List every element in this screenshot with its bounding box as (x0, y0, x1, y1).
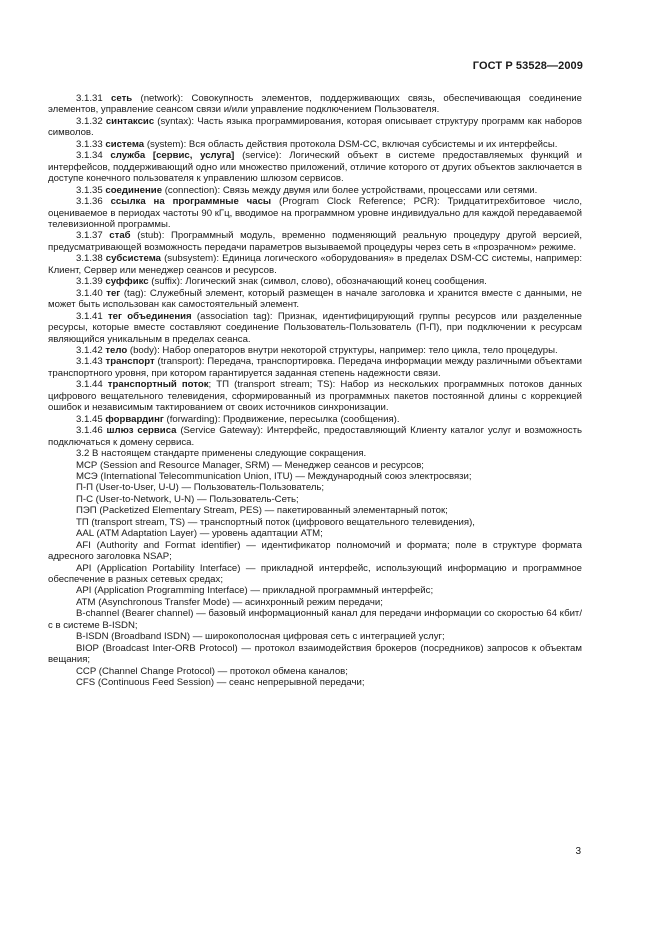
paragraph (48, 150, 582, 184)
definition-text: (body): Набор операторов внутри некоторой структуры, например: тело цикла, тело процедуры. (127, 344, 558, 356)
definition-text: B-channel (Bearer channel) — базовый информационный канал для передачи информации со скоростью 64 кбит/с в системе B-ISDN; (48, 608, 582, 631)
paragraph (48, 425, 582, 448)
term: транспорт (105, 356, 155, 368)
paragraph (48, 677, 582, 688)
paragraph (48, 460, 582, 471)
definition-text: (Program Clock Reference; PCR): Тридцатитрехбитовое число, оцениваемое в периодах частоты 90 кГц, вводимое на программном уровне индивидуально для каждой передаваемой телевизионной программы. (48, 196, 582, 230)
definition-text: ; ТП (transport stream; TS): Набор из нескольких программных потоков данных цифрового вещательного телевидения, сформированный из программных пакетов постоянной длины с коррекцией ошибок и независимым тактированием от своих источников синхронизации. (48, 379, 583, 414)
paragraph (48, 253, 582, 276)
clause-number: 3.1.38 (76, 253, 103, 265)
clause-number: 3.1.42 (76, 344, 103, 356)
definition-text: П-П (User-to-User, U-U) — Пользователь-Пользователь; (76, 482, 325, 494)
definition-text: ATM (Asynchronous Transfer Mode) — асинхронный режим передачи; (76, 596, 383, 608)
definition-text: МСЭ (International Telecommunication Union, ITU) — Международный союз электросвязи; (76, 470, 472, 482)
paragraph (48, 528, 582, 539)
paragraph (48, 230, 582, 253)
paragraph (48, 666, 582, 677)
definition-text: (connection): Связь между двумя или более устройствами, процессами или сетями. (162, 184, 538, 196)
paragraph (48, 414, 582, 425)
clause-number: 3.1.41 (76, 310, 103, 322)
paragraph (48, 517, 582, 528)
definition-text: BIOP (Broadcast Inter-ORB Protocol) — протокол взаимодействия брокеров (посредников) запросов к объектам вещания; (48, 642, 582, 666)
paragraph (48, 482, 582, 493)
definition-text: 3.2 В настоящем стандарте применены следующие сокращения. (76, 448, 367, 460)
paragraph (48, 597, 582, 608)
definition-text: (system): Вся область действия протокола DSM-CC, включая субсистемы и их интерфейсы. (144, 138, 558, 150)
document-id-header: ГОСТ Р 53528—2009 (472, 60, 583, 72)
paragraph (48, 311, 582, 345)
definition-text: МСР (Session and Resource Manager, SRM) — Менеджер сеансов и ресурсов; (76, 459, 424, 471)
clause-number: 3.1.35 (76, 184, 103, 196)
term: тег объединения (107, 310, 192, 322)
paragraph (48, 139, 582, 150)
paragraph (48, 585, 582, 596)
paragraph (48, 448, 582, 459)
clause-number: 3.1.43 (76, 356, 103, 368)
definition-text: ПЭП (Packetized Elementary Stream, PES) — пакетированный элементарный поток; (76, 505, 448, 517)
definition-text: (syntax): Часть языка программирования, которая описывает структуру программ как наборов символов. (48, 115, 583, 139)
term: система (105, 138, 145, 150)
definition-text: (association tag): Признак, идентифицирующий группы ресурсов или разделенные ресурсы, которые вместе составляют соединение Пользователь-Пользователь (П-П), при подключении к ресурсам являющийся уникальным в пределах сеанса. (48, 310, 583, 345)
paragraph (48, 505, 582, 516)
definition-text: AFI (Authority and Format identifier) — идентификатор полномочий и формата; поле в структуре формата адресного заголовка NSAP; (48, 539, 582, 563)
term: синтаксис (105, 115, 155, 127)
term: транспортный поток (107, 379, 209, 391)
definition-text: API (Application Portability Interface) — прикладной интерфейс, использующий информацию и программное обеспечение в разных сетевых средах; (48, 562, 582, 586)
definition-text: CFS (Continuous Feed Session) — сеанс непрерывной передачи; (76, 677, 365, 689)
definition-text: (Service Gateway): Интерфейс, предоставляющий Клиенту каталог услуг и возможность подключаться к домену сервиса. (48, 425, 582, 448)
term: суффикс (105, 276, 149, 288)
term: стаб (109, 230, 131, 242)
term: тело (105, 344, 128, 356)
definition-text: API (Application Programming Interface) — прикладной программный интерфейс; (76, 585, 434, 597)
clause-number: 3.1.44 (76, 379, 103, 391)
clause-number: 3.1.31 (76, 93, 103, 104)
clause-number: 3.1.45 (76, 413, 103, 425)
term: форвардинг (105, 413, 164, 425)
paragraph (48, 288, 582, 311)
term: служба [сервис, услуга] (110, 150, 235, 162)
definition-text: AAL (ATM Adaptation Layer) — уровень адаптации АТМ; (76, 528, 323, 540)
definition-text: CCP (Channel Change Protocol) — протокол обмена каналов; (76, 665, 348, 677)
definition-text: (forwarding): Продвижение, пересылка (сообщения). (163, 413, 400, 425)
term: ссылка на программные часы (110, 196, 272, 208)
definition-text: П-С (User-to-Network, U-N) — Пользователь-Сеть; (76, 493, 299, 505)
clause-number: 3.1.39 (76, 276, 103, 288)
paragraph (48, 196, 582, 230)
term: шлюз сервиса (106, 425, 177, 437)
definition-text: (suffix): Логический знак (символ, слово), обозначающий конец сообщения. (148, 276, 487, 288)
paragraph (48, 345, 582, 356)
definition-text: ТП (transport stream, TS) — транспортный поток (цифрового вещательного телевидения), (76, 516, 475, 528)
definition-text: (subsystem): Единица логического «оборудования» в пределах DSM-CC системы, например: Клиент, Сервер или менеджер сеансов и ресурсов. (48, 253, 583, 276)
paragraph (48, 540, 582, 563)
page-number: 3 (575, 846, 581, 857)
clause-number: 3.1.46 (76, 425, 103, 437)
paragraph (48, 379, 582, 413)
paragraph (48, 276, 582, 287)
definition-text: (transport): Передача, транспортировка. Передача информации между различными объектами транспортного уровня, при котором гарантируется заданная степень надежности связи. (48, 356, 582, 379)
definition-text: (stub): Программный модуль, временно подменяющий реальную процедуру другой версией, предусматривающей возможность передачи параметров вызываемой процедуры через сеть в «прозрачном» режиме. (48, 230, 582, 253)
definition-text: (service): Логический объект в системе предоставляемых функций и интерфейсов, поддерживающий одно или множество приложений, отличие которого от других объектов заключается в доступе конечного пользователя к управлению шлюзом сервисов. (48, 150, 583, 185)
clause-number: 3.1.34 (76, 150, 103, 162)
definition-text: (network): Совокупность элементов, поддерживающих связь, обеспечивающая соединение элементов, управление сеансом связи и/или управление подключением Пользователя. (48, 93, 582, 116)
paragraph (48, 631, 582, 642)
paragraph (48, 185, 582, 196)
definition-text: B-ISDN (Broadband ISDN) — широкополосная цифровая сеть с интеграцией услуг; (76, 631, 445, 643)
paragraph (48, 471, 582, 482)
term: сеть (111, 93, 133, 104)
paragraph (48, 563, 582, 586)
definition-text: (tag): Служебный элемент, который размещен в начале заголовка и хранится вместе с данными, не может быть использован как самостоятельный элемент. (48, 287, 582, 311)
paragraph (48, 356, 582, 379)
paragraph (48, 608, 582, 631)
clause-number: 3.1.33 (76, 138, 103, 150)
paragraph (48, 116, 582, 139)
paragraph (48, 494, 582, 505)
term: соединение (105, 184, 163, 196)
clause-number: 3.1.32 (76, 115, 103, 127)
clause-number: 3.1.40 (76, 287, 103, 299)
paragraph (48, 93, 582, 116)
term: субсистема (105, 253, 162, 265)
clause-number: 3.1.36 (76, 196, 103, 208)
paragraph (48, 643, 582, 666)
document-body (48, 93, 582, 689)
term: тег (106, 287, 121, 299)
clause-number: 3.1.37 (76, 230, 103, 242)
